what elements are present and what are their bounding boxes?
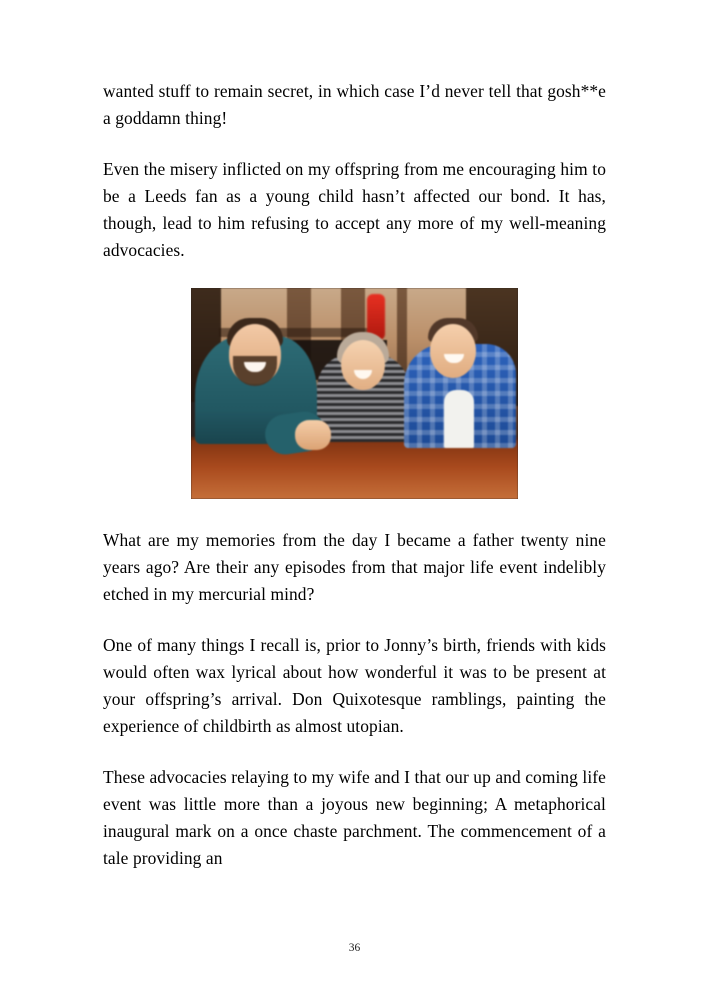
paragraph: wanted stuff to remain secret, in which case I’d never tell that gosh**e a goddamn thing! [103, 81, 606, 128]
paragraph: What are my memories from the day I became a father twenty nine years ago? Are their any episodes from that major life event indelibly etched in my mercurial mind? [103, 530, 606, 604]
photo-person-left-hand [295, 420, 331, 450]
figure [103, 288, 606, 499]
paragraph: These advocacies relaying to my wife and I that our up and coming life event was little more than a joyous new beginning; A metaphorical inaugural mark on a once chaste parchment. The commencement of a tale providing an [103, 767, 606, 868]
family-photo [191, 288, 518, 499]
page-number: 36 [348, 942, 361, 954]
paragraph: One of many things I recall is, prior to Jonny’s birth, friends with kids would often wax lyrical about how wonderful it was to be present at your offspring’s arrival. Don Quixotesque ramblings, painting the experience of childbirth as almost utopian. [103, 635, 606, 736]
paragraph: Even the misery inflicted on my offspring from me encouraging him to be a Leeds fan as a young child hasn’t affected our bond. It has, though, lead to him refusing to accept any more of my well-meaning advocacies. [103, 159, 606, 260]
photo-person-centre-head [341, 340, 385, 390]
photo-person-right-head [430, 324, 476, 378]
page-content [103, 78, 606, 896]
photo-person-right-tshirt [444, 390, 474, 448]
